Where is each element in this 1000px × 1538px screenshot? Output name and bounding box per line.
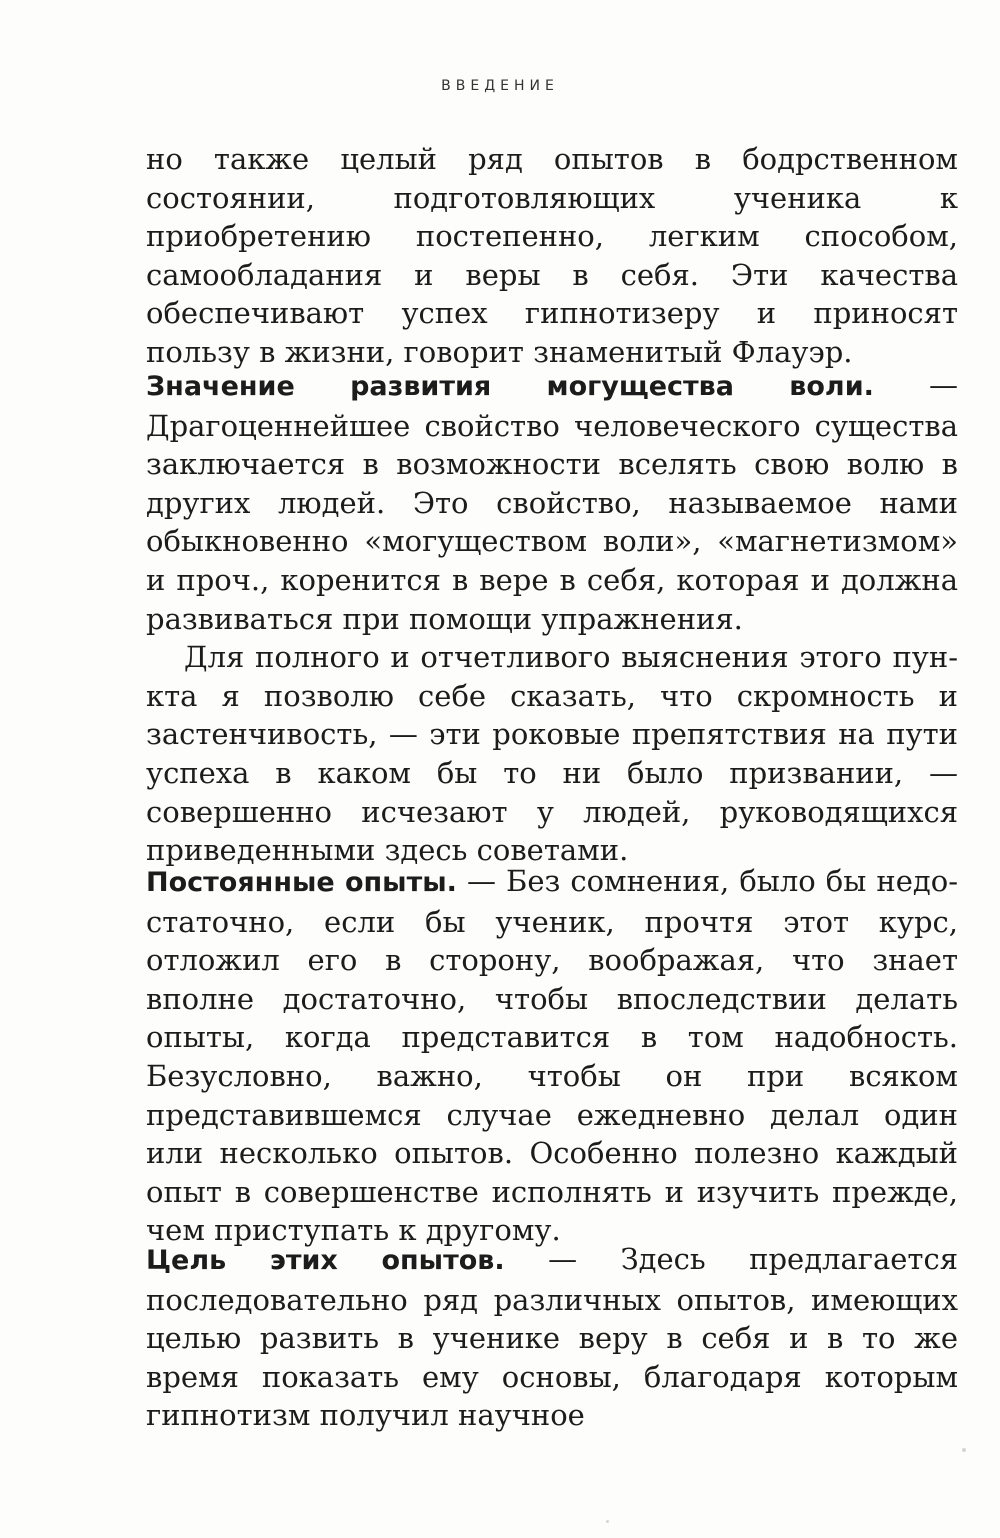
section-heading-purpose: Цель этих опытов. [146, 1245, 505, 1276]
paragraph-continuation: но также целый ряд опытов в бодрственном состоянии, подготовляющих ученика к приобретению постепенно, легким способом, самообладания и веры в себя. Эти качества обеспечивают успех гипнотизеру и приносят пользу в жизни, говорит знаменитый Флауэр. [146, 142, 958, 369]
section-heading-constant-experiments: Постоянные опыты. [146, 867, 457, 898]
paragraph-text: Драгоценнейшее свойство человеческого существа заключается в возможности вселять свою волю в других людей. Это свойство, называемое нами обыкновенно «могуществом воли», «магнетизмом» и проч., коренится в вере в себя, которая и должна развиваться при помощи упражнения. [146, 408, 958, 636]
heading-dash: — [504, 1242, 621, 1276]
paragraph-text: Без сомнения, было бы недостаточно, если бы ученик, прочтя этот курс, отложил его в сторону, воображая, что знает вполне достаточно, чтобы впоследствии делать опыты, когда представится в том надобность. Безусловно, важно, чтобы он при всяком представившемся случае ежедневно делал один или несколько опытов. Особенно полезно каждый опыт в совершенстве исполнять и изучить прежде, чем приступать к другому. [146, 864, 959, 1248]
paragraph-constant-experiments [146, 862, 958, 1250]
paragraph-purpose [146, 1240, 958, 1435]
section-constant-experiments [146, 862, 958, 1250]
section-heading-will-power: Значение развития могущества воли. [146, 371, 874, 402]
paper-speck [606, 1520, 609, 1523]
running-head: ВВЕДЕНИЕ [441, 78, 559, 94]
paper-speck [962, 1448, 966, 1452]
paragraph-will-power [146, 366, 958, 638]
section-purpose [146, 1240, 958, 1435]
heading-dash: — [456, 864, 507, 898]
section-will-power [146, 366, 958, 870]
heading-dash: — [873, 368, 958, 402]
paragraph-block-intro [146, 140, 958, 372]
paragraph-text: Здесь предлагается последовательно ряд различных опытов, имеющих целью развить в ученике веру в себя и в то же время показать ему основы, благодаря которым гипнотизм получил научное [146, 1242, 958, 1433]
paragraph-modesty: Для полного и отчетливого выяснения этого пункта я позволю себе сказать, что скромность и застенчивость, — эти роковые препятствия на пути успеха в каком бы то ни было призвании, — совершенно исчезают у людей, руководящихся приведенными здесь советами. [146, 640, 958, 868]
